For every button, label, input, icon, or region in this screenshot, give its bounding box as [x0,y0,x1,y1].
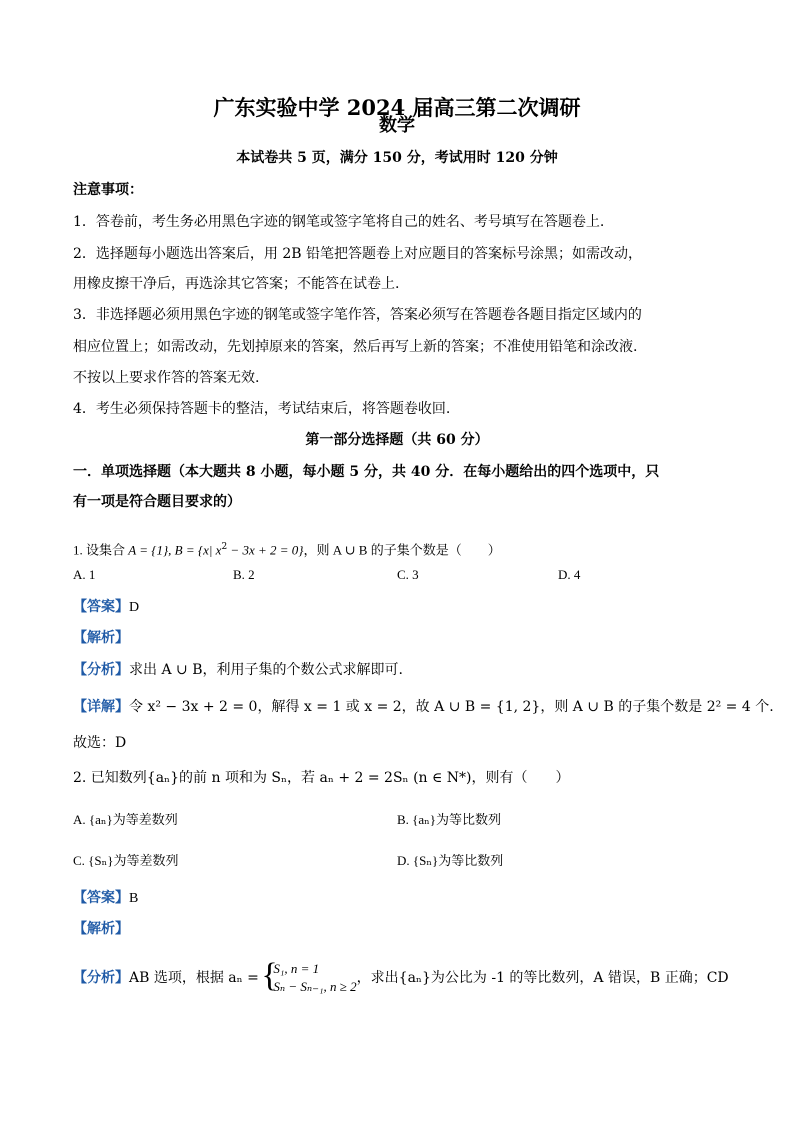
section-heading-line-1: 一．单项选择题（本大题共 8 小题，每小题 5 分，共 40 分．在每小题给出的四个选项中，只 [73,464,660,480]
note-item-3-line-2: 相应位置上；如需改动，先划掉原来的答案，然后再写上新的答案；不准使用铅笔和涂改液. [73,339,638,355]
note-item-4: 4．考生必须保持答题卡的整洁，考试结束后，将答题卷收回. [73,401,451,417]
q2-analysis-heading [73,919,129,939]
note-item-2-line-2: 用橡皮擦干净后，再选涂其它答案；不能答在试卷上. [73,276,400,292]
subject-title: 数学 [379,115,415,136]
q1-set-a: A = {1} [128,542,169,558]
answer-tag: 【答案】 [73,599,129,615]
exam-title: 广东实验中学 2024 届高三第二次调研 [213,95,581,120]
q1-answer: 【答案】D [73,599,140,615]
q1-set-b-suffix: − 3x + 2 = 0} [227,542,304,558]
analysis-tag: 【解析】 [73,630,129,646]
q1-option-c: C. 3 [397,567,419,582]
q2-stem: 2. 已知数列{aₙ}的前 n 项和为 Sₙ，若 aₙ + 2 = 2Sₙ (n ∈ N*)，则有（ ） [73,770,570,786]
fenxi-tag: 【分析】 [73,662,129,678]
note-item-1: 1．答卷前，考生务必用黑色字迹的钢笔或签字笔将自己的姓名、考号填写在答题卷上. [73,214,605,230]
notes-heading: 注意事项： [73,182,143,198]
q1-set-b-prefix: , B = {x| x [168,542,222,558]
note-item-2-line-1: 2．选择题每小题选出答案后，用 2B 铅笔把答题卷上对应题目的答案标号涂黑；如需改动， [73,246,643,262]
q1-fenxi: 【分析】求出 A ∪ B，利用子集的个数公式求解即可. [73,662,403,678]
q2-option-b: B. {aₙ}为等比数列 [397,812,502,827]
q2-option-a: A. {aₙ}为等差数列 [73,812,178,827]
q2-option-c: C. {Sₙ}为等差数列 [73,853,179,868]
q2-option-d: D. {Sₙ}为等比数列 [397,853,504,868]
note-item-3-line-1: 3．非选择题必须用黑色字迹的钢笔或签字笔作答，答案必须写在答题卷各题目指定区域内的 [73,307,642,323]
detail-tag: 【详解】 [73,699,129,715]
q1-conclusion: 故选：D [73,735,127,751]
q2-answer: 【答案】B [73,890,139,906]
q1-option-a: A. 1 [73,567,96,582]
analysis-tag: 【解析】 [73,921,129,937]
q1-prefix: 1. 设集合 [73,542,129,558]
fenxi-tag: 【分析】 [73,970,129,986]
q1-detail: 【详解】令 x² − 3x + 2 = 0，解得 x = 1 或 x = 2，故 A ∪ B = {1, 2}，则 A ∪ B 的子集个数是 2² = 4 个. [73,699,774,715]
answer-tag: 【答案】 [73,890,129,906]
q2-fenxi: 【分析】AB 选项，根据 aₙ = { S₁, n = 1 Sₙ − Sₙ₋₁, n ≥ 2 ，求出{aₙ}为公比为 -1 的等比数列，A 错误，B 正确；CD [73,956,729,1000]
q1-option-d: D. 4 [558,567,581,582]
piecewise-formula: { S₁, n = 1 Sₙ − Sₙ₋₁, n ≥ 2 [263,960,356,996]
q1-stem: 1. 设集合 A = {1}, B = {x| $x^2 - 3x + 2 = 0$}，则 A ∪ B 的子集个数是（ ） [73,542,501,558]
q1-tail: ，则 A ∪ B 的子集个数是（ ） [303,542,501,558]
part-heading: 第一部分选择题（共 60 分） [305,432,489,448]
exam-info: 本试卷共 5 页，满分 150 分，考试用时 120 分钟 [236,150,558,166]
q1-option-b: B. 2 [233,567,255,582]
q1-analysis-heading [73,628,129,648]
section-heading-line-2: 有一项是符合题目要求的） [73,494,241,510]
note-item-3-line-3: 不按以上要求作答的答案无效. [73,370,260,386]
